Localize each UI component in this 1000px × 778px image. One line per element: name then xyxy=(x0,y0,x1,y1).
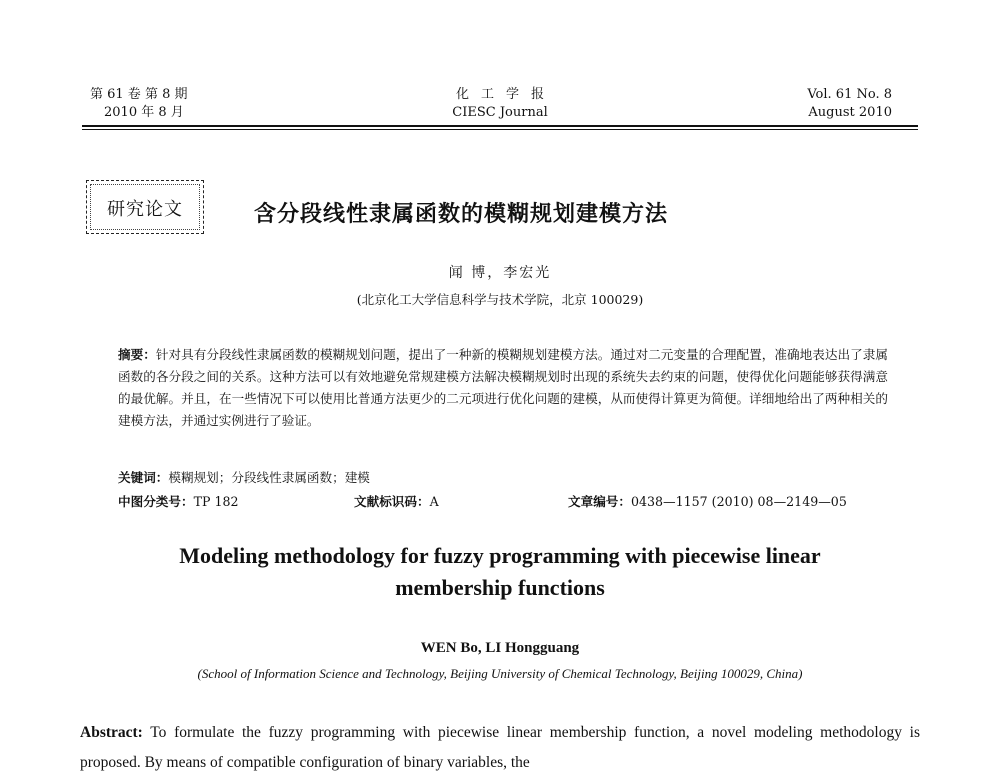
abstract-cn-text: 针对具有分段线性隶属函数的模糊规划问题，提出了一种新的模糊规划建模方法。通过对二元变量的合理配置，准确地表达出了隶属函数的各分段之间的关系。这种方法可以有效地避免常规建模方法解决模糊规划时出现的系统失去约束的问题，使得优化问题能够获得满意的最优解。并且，在一些情况下可以使用比普通方法更少的二元项进行优化问题的建模，从而使得计算更为简便。详细地给出了两种相关的建模方法，并通过实例进行了验证。 xyxy=(118,347,889,428)
doc-code xyxy=(354,491,439,510)
abstract-en-text: To formulate the fuzzy programming with piecewise linear membership function, a novel modeling methodology is proposed. By means of compatible configuration of binary variables, the xyxy=(80,724,920,771)
article-type-label: 研究论文 xyxy=(107,199,183,220)
article-number-value: 0438—1157 (2010) 08—2149—05 xyxy=(630,494,847,509)
abstract-en-label: Abstract: xyxy=(80,724,143,741)
journal-name-cn: 化工学报 xyxy=(455,87,556,102)
authors-en: WEN Bo, LI Hongguang xyxy=(420,640,580,656)
header-center xyxy=(440,86,560,122)
volume-cn: 第 61 卷 第 8 期 xyxy=(90,87,188,102)
abstract-cn xyxy=(118,344,888,432)
authors-cn: 闻 博，李宏光 xyxy=(448,265,552,281)
clc-code xyxy=(118,491,238,510)
header-rule xyxy=(82,125,918,127)
doc-code-label: 文献标识码： xyxy=(354,494,430,509)
abstract-cn-label: 摘要： xyxy=(118,347,156,362)
date-cn: 2010 年 8 月 xyxy=(104,105,184,120)
keywords-cn-text: 模糊规划；分段线性隶属函数；建模 xyxy=(168,470,370,485)
keywords-cn-label: 关键词： xyxy=(118,470,169,485)
header-right xyxy=(807,86,892,122)
header-left xyxy=(90,86,187,122)
article-number xyxy=(568,491,847,510)
title-cn: 含分段线性隶属函数的模糊规划建模方法 xyxy=(254,202,669,227)
abstract-en xyxy=(80,718,920,778)
article-type-badge xyxy=(86,180,204,234)
doc-code-value: A xyxy=(429,494,439,509)
clc-label: 中图分类号： xyxy=(118,494,194,509)
title-en: Modeling methodology for fuzzy programming with piecewise linear membership functions xyxy=(179,543,821,600)
clc-value: TP 182 xyxy=(193,494,239,509)
affiliation-cn: (北京化工大学信息科学与技术学院，北京 100029) xyxy=(356,292,644,307)
affiliation-en: (School of Information Science and Technology, Beijing University of Chemical Technology, Beijing 100029, China) xyxy=(197,666,803,681)
journal-name-en: CIESC Journal xyxy=(452,105,548,120)
header-rule-thin xyxy=(82,129,918,130)
keywords-cn xyxy=(118,467,370,486)
article-number-label: 文章编号： xyxy=(568,494,631,509)
volume-en: Vol. 61 No. 8 xyxy=(807,87,892,102)
date-en: August 2010 xyxy=(808,105,892,120)
